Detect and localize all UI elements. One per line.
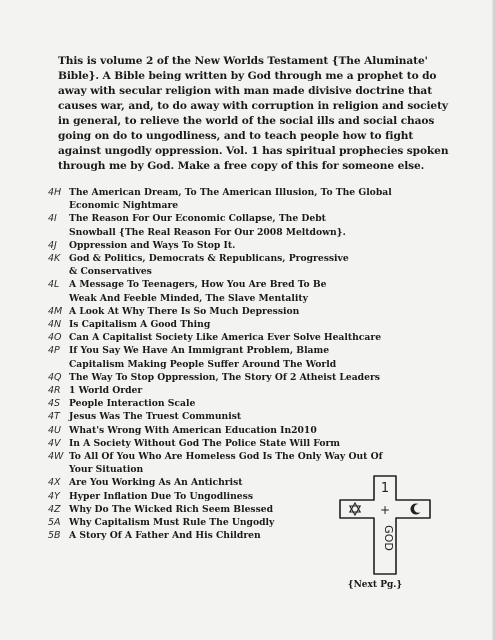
toc-code: 4U <box>48 424 61 436</box>
toc-item <box>48 424 468 437</box>
toc-code: 4S <box>48 398 61 410</box>
toc-item <box>48 239 468 252</box>
toc-item <box>48 331 468 344</box>
toc-item <box>48 318 468 331</box>
toc-code: 4W <box>48 451 64 463</box>
toc-code: 4H <box>48 187 62 198</box>
toc-item <box>48 186 468 212</box>
toc-item <box>48 410 468 423</box>
cross-drawing <box>330 470 440 580</box>
toc-code: 4O <box>48 332 62 344</box>
toc-title: Is Capitalism A Good Thing <box>69 319 211 331</box>
cross-text-god: GOD <box>382 525 395 551</box>
toc-item <box>48 212 468 238</box>
toc-item <box>48 437 468 450</box>
toc-code: 4V <box>48 437 61 449</box>
toc-code: 4L <box>48 279 60 291</box>
toc-item <box>48 371 468 384</box>
toc-code: 4K <box>48 253 61 265</box>
cross-text-plus: + <box>379 503 391 517</box>
toc-title: Hyper Inflation Due To Ungodliness <box>69 490 253 502</box>
toc-code: 4J <box>48 239 57 251</box>
toc-code: 4R <box>48 385 61 397</box>
toc-code: 4Q <box>48 371 62 383</box>
cross-text-one: 1 <box>380 481 390 496</box>
toc-code: 4X <box>48 477 61 489</box>
toc-code: 4Y <box>48 490 60 502</box>
toc-title: If You Say We Have An Immigrant Problem, Blame Capitalism Making People Suffer Around The World <box>69 345 337 370</box>
toc-code: 4N <box>48 319 62 331</box>
toc-item <box>48 252 468 278</box>
toc-title: Why Do The Wicked Rich Seem Blessed <box>69 503 274 515</box>
toc-title: Can A Capitalist Society Like America Ever Solve Healthcare <box>69 332 382 344</box>
crescent-icon <box>411 504 423 515</box>
toc-title: The Reason For Our Economic Collapse, The Debt Snowball {The Real Reason For Our 2008 Meltdown}. <box>69 213 346 238</box>
toc-title: The American Dream, To The American Illusion, To The Global Economic Nightmare <box>69 187 392 212</box>
toc-title: The Way To Stop Oppression, The Story Of 2 Atheist Leaders <box>69 371 380 383</box>
toc-title: In A Society Without God The Police State Will Form <box>69 437 341 449</box>
toc-title: What's Wrong With American Education In2010 <box>69 424 317 436</box>
toc-code: 4T <box>48 411 60 423</box>
toc-title: Oppression and Ways To Stop It. <box>69 239 236 251</box>
toc-code: 4Z <box>48 503 61 515</box>
toc-title: To All Of You Who Are Homeless God Is The Only Way Out Of Your Situation <box>69 451 383 476</box>
toc-title: Jesus Was The Truest Communist <box>69 411 242 423</box>
toc-title: A Look At Why There Is So Much Depression <box>69 305 300 317</box>
toc-item <box>48 278 468 304</box>
next-page-label: {Next Pg.} <box>347 580 403 590</box>
toc-title: 1 World Order <box>69 385 143 397</box>
toc-item <box>48 305 468 318</box>
toc-title: Are You Working As An Antichrist <box>69 477 243 489</box>
toc-code: 5B <box>48 530 61 542</box>
toc-item <box>48 384 468 397</box>
toc-title: God & Politics, Democrats & Republicans, Progressive & Conservatives <box>69 253 349 278</box>
toc-code: 4M <box>48 305 63 317</box>
toc-code: 4P <box>48 345 60 357</box>
toc-code: 4I <box>48 213 57 225</box>
toc-code: 5A <box>48 517 61 529</box>
toc-title: A Message To Teenagers, How You Are Bred To Be Weak And Feeble Minded, The Slave Mentality <box>69 279 327 304</box>
toc-item <box>48 397 468 410</box>
star-of-david-icon <box>350 503 360 515</box>
toc-title: A Story Of A Father And His Children <box>69 530 261 542</box>
toc-title: People Interaction Scale <box>69 398 196 410</box>
toc-title: Why Capitalism Must Rule The Ungodly <box>69 517 275 529</box>
intro-paragraph: This is volume 2 of the New Worlds Testament {The Aluminate' Bible}. A Bible being written by God through me a prophet to do away with secular religion with man made divisive doctrine that causes war, and, to do away with corruption in religion and society in general, to relieve the world of the social ills and social chaos going on do to ungodliness, and to teach people how to fight against ungodly oppression. Vol. 1 has spiritual prophecies spoken through me by God. Make a free copy of this for someone else. <box>58 55 449 172</box>
toc-item <box>48 344 468 370</box>
